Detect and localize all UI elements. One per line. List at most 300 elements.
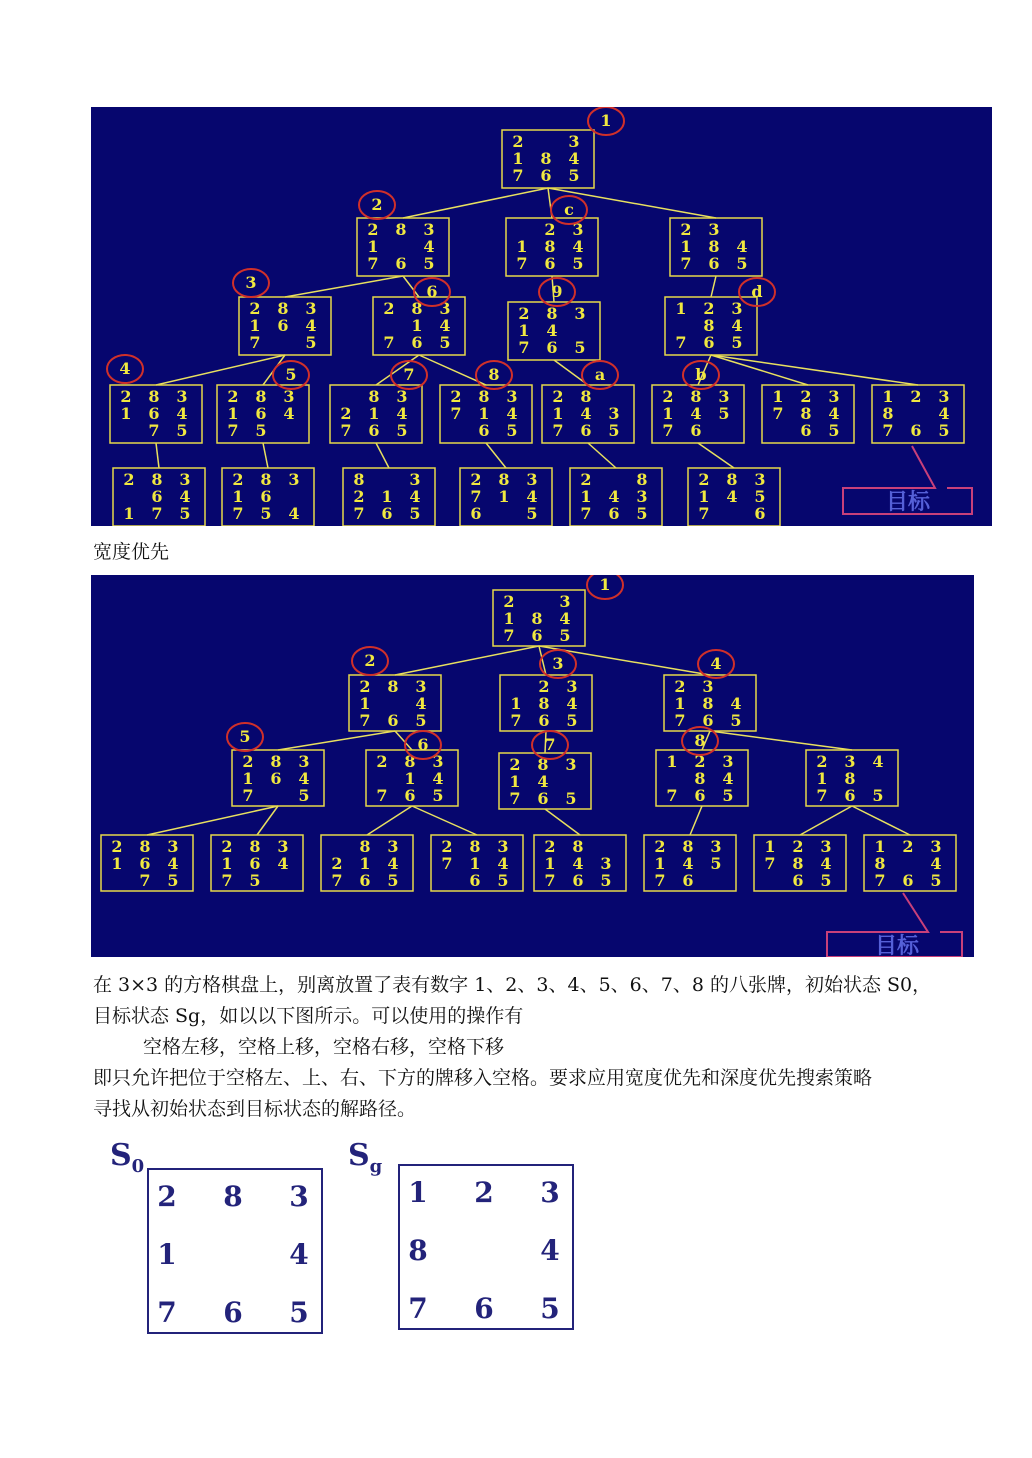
tile-number: 2 [544, 220, 556, 239]
tile-number: 7 [675, 333, 687, 352]
puzzle-state-node [872, 385, 964, 443]
tile-number: 8 [151, 470, 163, 489]
tile-number: 5 [526, 504, 538, 523]
tile-number: 5 [249, 871, 261, 890]
order-number: 1 [600, 111, 612, 130]
tile-number: 3 [506, 387, 518, 406]
tree-edge [486, 443, 506, 468]
tile-number: 8 [540, 149, 552, 168]
tile-number: 8 [580, 387, 592, 406]
tile-number: 1 [120, 404, 132, 423]
tile-number: 8 [682, 837, 694, 856]
tile-number: 2 [792, 837, 804, 856]
tile-number: 4 [432, 769, 444, 788]
tile-number: 7 [151, 504, 163, 523]
tile-number: 4 [572, 854, 584, 873]
tile-number: 4 [396, 404, 408, 423]
tile-number: 1 [381, 487, 393, 506]
tile-number: 4 [176, 404, 188, 423]
tile-number: 2 [221, 837, 233, 856]
puzzle-state-node [806, 750, 898, 806]
tile-number: 7 [510, 711, 522, 730]
tile-number: 3 [572, 220, 584, 239]
tile-number: 6 [277, 316, 289, 335]
tree-edge [156, 443, 159, 468]
tile-number: 8 [844, 769, 856, 788]
tile-number: 7 [680, 254, 692, 273]
tree-edge [263, 443, 268, 468]
tile-number: 2 [509, 755, 521, 774]
tile-number: 6 [411, 333, 423, 352]
tile-number: 1 [359, 854, 371, 873]
tile-number: 4 [506, 404, 518, 423]
tree-edge [588, 443, 616, 468]
tile-number: 2 [512, 132, 524, 151]
tile-number: 8 [139, 837, 151, 856]
tile-number: 6 [708, 254, 720, 273]
tile-number: 5 [387, 871, 399, 890]
tile-number: 4 [298, 769, 310, 788]
tile-number: 4 [283, 404, 295, 423]
puzzle-state-node [113, 468, 205, 526]
tree-edge [367, 806, 412, 835]
order-number: 2 [364, 651, 376, 670]
tile-number: 8 [882, 404, 894, 423]
tile-number: 1 [367, 237, 379, 256]
tile-number: 4 [682, 854, 694, 873]
tile-number: 5 [167, 871, 179, 890]
tile-number: 5 [506, 421, 518, 440]
tile-number: 1 [478, 404, 490, 423]
tile-number: 4 [537, 772, 549, 791]
tile-number: 8 [148, 387, 160, 406]
tile-number: 6 [478, 421, 490, 440]
puzzle-state-node [493, 590, 585, 646]
puzzle-state-node [366, 750, 458, 806]
tile-number: 4 [572, 237, 584, 256]
puzzle-state-node [373, 297, 465, 355]
puzzle-state-node [499, 753, 591, 809]
tile-number: 6 [387, 711, 399, 730]
tile-number: 6 [694, 786, 706, 805]
tile-number: 1 [510, 694, 522, 713]
puzzle-state-node [542, 385, 634, 443]
tile-number: 5 [722, 786, 734, 805]
tile-number: 7 [441, 854, 453, 873]
tile-number: 1 [675, 299, 687, 318]
tile-number: 8 [411, 299, 423, 318]
tile-number: 4 [439, 316, 451, 335]
tile-number: 5 [565, 789, 577, 808]
tile-number: 7 [383, 333, 395, 352]
tile-number: 2 [450, 387, 462, 406]
tile-number: 8 [249, 837, 261, 856]
tile-number: 5 [179, 504, 191, 523]
para-line-4: 即只允许把位于空格左、上、右、下方的牌移入空格。要求应用宽度优先和深度优先搜索策略 [93, 1067, 873, 1089]
tile-number: 7 [764, 854, 776, 873]
search-tree-figure-1 [91, 107, 992, 526]
tile-number: 2 [910, 387, 922, 406]
tile-number: 3 [702, 677, 714, 696]
tile-number: 2 [654, 837, 666, 856]
goal-state-board [398, 1164, 574, 1330]
board-tile: 8 [408, 1234, 428, 1267]
tile-number: 5 [439, 333, 451, 352]
tile-number: 2 [249, 299, 261, 318]
order-number: 3 [552, 654, 564, 673]
tile-number: 6 [368, 421, 380, 440]
tile-number: 8 [800, 404, 812, 423]
tile-number: 6 [531, 626, 543, 645]
puzzle-state-node [534, 835, 626, 891]
tree-edge [147, 806, 278, 835]
tile-number: 5 [255, 421, 267, 440]
tile-number: 3 [559, 592, 571, 611]
tile-number: 4 [731, 316, 743, 335]
tree-edge [278, 731, 395, 750]
initial-state-board [147, 1168, 323, 1334]
tile-number: 8 [277, 299, 289, 318]
tile-number: 1 [242, 769, 254, 788]
tree-edge [711, 355, 808, 385]
tile-number: 1 [816, 769, 828, 788]
tile-number: 6 [260, 487, 272, 506]
search-tree-svg-2 [91, 575, 974, 957]
tile-number: 3 [283, 387, 295, 406]
puzzle-state-node [343, 468, 435, 526]
tile-number: 3 [844, 752, 856, 771]
s0-label: $S_0$ [110, 1138, 145, 1177]
tile-number: 1 [498, 487, 510, 506]
puzzle-state-node [506, 218, 598, 276]
tile-number: 6 [470, 504, 482, 523]
puzzle-state-node [665, 297, 757, 355]
puzzle-state-node [232, 750, 324, 806]
tile-number: 5 [718, 404, 730, 423]
tile-number: 7 [359, 711, 371, 730]
tile-number: 7 [148, 421, 160, 440]
tile-number: 5 [497, 871, 509, 890]
tile-number: 8 [538, 694, 550, 713]
tile-number: 2 [340, 404, 352, 423]
tile-number: 3 [439, 299, 451, 318]
tree-edge [395, 646, 539, 675]
tile-number: 7 [580, 504, 592, 523]
tile-number: 7 [509, 789, 521, 808]
tile-number: 1 [404, 769, 416, 788]
tile-number: 2 [120, 387, 132, 406]
tile-number: 6 [270, 769, 282, 788]
tile-number: 1 [666, 752, 678, 771]
tile-number: 2 [674, 677, 686, 696]
tile-number: 3 [636, 487, 648, 506]
tile-number: 3 [387, 837, 399, 856]
tile-number: 3 [708, 220, 720, 239]
tile-number: 2 [353, 487, 365, 506]
tile-number: 5 [754, 487, 766, 506]
puzzle-state-node [656, 750, 748, 806]
tile-number: 6 [800, 421, 812, 440]
tile-number: 8 [270, 752, 282, 771]
tile-number: 3 [396, 387, 408, 406]
tile-number: 5 [574, 338, 586, 357]
puzzle-state-node [644, 835, 736, 891]
puzzle-state-node [688, 468, 780, 526]
tile-number: 5 [600, 871, 612, 890]
tile-number: 3 [754, 470, 766, 489]
tile-number: 8 [498, 470, 510, 489]
tile-number: 1 [512, 149, 524, 168]
puzzle-state-node [652, 385, 744, 443]
node-order-label [587, 575, 623, 599]
tile-number: 7 [232, 504, 244, 523]
tile-number: 4 [580, 404, 592, 423]
board-tile: 5 [540, 1292, 560, 1325]
puzzle-state-node [217, 385, 309, 443]
tile-number: 3 [722, 752, 734, 771]
tile-number: 6 [580, 421, 592, 440]
tile-number: 5 [572, 254, 584, 273]
goal-callout [843, 446, 972, 515]
order-number: 2 [371, 195, 383, 214]
tile-number: 2 [552, 387, 564, 406]
tile-number: 2 [544, 837, 556, 856]
tile-number: 4 [179, 487, 191, 506]
order-number: 5 [239, 727, 251, 746]
node-order-label [551, 196, 587, 224]
order-number: 6 [417, 735, 429, 754]
tile-number: 5 [298, 786, 310, 805]
tile-number: 4 [608, 487, 620, 506]
sg-label: $S_g$ [348, 1138, 383, 1177]
tree-edge [403, 188, 548, 218]
tile-number: 4 [288, 504, 300, 523]
tile-number: 2 [123, 470, 135, 489]
board-tile: 3 [540, 1176, 560, 1209]
tile-number: 5 [305, 333, 317, 352]
order-number: 6 [426, 282, 438, 301]
tile-number: 8 [478, 387, 490, 406]
board-tile: 3 [289, 1180, 309, 1213]
tile-number: 7 [353, 504, 365, 523]
para-line-5: 寻找从初始状态到目标状态的解路径。 [93, 1098, 417, 1120]
tile-number: 1 [552, 404, 564, 423]
board-tile: 7 [157, 1296, 177, 1329]
puzzle-state-node [349, 675, 441, 731]
board-tile: 6 [223, 1296, 243, 1329]
tile-number: 1 [509, 772, 521, 791]
tile-number: 7 [518, 338, 530, 357]
tile-number: 7 [331, 871, 343, 890]
node-order-label [405, 731, 441, 759]
tile-number: 8 [690, 387, 702, 406]
tile-number: 4 [730, 694, 742, 713]
tile-number: 2 [111, 837, 123, 856]
tile-number: 7 [662, 421, 674, 440]
tile-number: 5 [736, 254, 748, 273]
order-number: b [695, 365, 707, 384]
tile-number: 1 [698, 487, 710, 506]
tree-edge [711, 355, 918, 385]
tile-number: 2 [470, 470, 482, 489]
tree-edge [852, 806, 910, 835]
tile-number: 7 [654, 871, 666, 890]
board-tile: 8 [223, 1180, 243, 1213]
tile-number: 2 [580, 470, 592, 489]
tile-number: 6 [538, 711, 550, 730]
puzzle-state-node [502, 130, 594, 188]
tile-number: 2 [441, 837, 453, 856]
node-order-label [352, 647, 388, 675]
tile-number: 5 [260, 504, 272, 523]
tile-number: 3 [938, 387, 950, 406]
tile-number: 6 [540, 166, 552, 185]
tile-number: 3 [432, 752, 444, 771]
tile-number: 8 [260, 470, 272, 489]
order-number: 7 [403, 365, 415, 384]
tile-number: 6 [682, 871, 694, 890]
tile-number: 2 [367, 220, 379, 239]
tile-number: 3 [568, 132, 580, 151]
tile-number: 1 [123, 504, 135, 523]
tile-number: 8 [874, 854, 886, 873]
tile-number: 3 [565, 755, 577, 774]
tile-number: 3 [930, 837, 942, 856]
tile-number: 7 [674, 711, 686, 730]
tile-number: 6 [754, 504, 766, 523]
tree-edge [403, 276, 419, 297]
tile-number: 3 [497, 837, 509, 856]
node-order-label [359, 191, 395, 219]
tile-number: 8 [359, 837, 371, 856]
tile-number: 6 [844, 786, 856, 805]
tile-number: 5 [566, 711, 578, 730]
tile-number: 1 [674, 694, 686, 713]
board-tile: 2 [157, 1180, 177, 1213]
tile-number: 3 [566, 677, 578, 696]
puzzle-state-node [500, 675, 592, 731]
tile-number: 8 [469, 837, 481, 856]
tile-number: 3 [710, 837, 722, 856]
tile-number: 6 [249, 854, 261, 873]
tile-number: 1 [503, 609, 515, 628]
tile-number: 6 [139, 854, 151, 873]
puzzle-state-node [330, 385, 422, 443]
tile-number: 4 [409, 487, 421, 506]
tile-number: 7 [816, 786, 828, 805]
tile-number: 7 [698, 504, 710, 523]
tile-number: 5 [176, 421, 188, 440]
tile-number: 3 [415, 677, 427, 696]
tile-number: 3 [608, 404, 620, 423]
tile-number: 4 [387, 854, 399, 873]
goal-callout-2 [827, 893, 962, 957]
tile-number: 8 [537, 755, 549, 774]
tile-number: 4 [277, 854, 289, 873]
tile-number: 2 [662, 387, 674, 406]
order-number: a [594, 365, 606, 384]
board-tile: 4 [289, 1238, 309, 1271]
para-line-2: 目标状态 Sg，如以以下图所示。可以使用的操作有 [93, 1005, 524, 1027]
tile-number: 2 [703, 299, 715, 318]
tree-edge [419, 355, 486, 385]
tile-number: 8 [726, 470, 738, 489]
tile-number: 5 [828, 421, 840, 440]
tile-number: 1 [516, 237, 528, 256]
tile-number: 8 [395, 220, 407, 239]
tile-number: 2 [503, 592, 515, 611]
tile-number: 5 [409, 504, 421, 523]
board-tile: 1 [157, 1238, 177, 1271]
tile-number: 7 [367, 254, 379, 273]
tile-number: 5 [423, 254, 435, 273]
tile-number: 5 [432, 786, 444, 805]
tile-number: 6 [544, 254, 556, 273]
tile-number: 7 [470, 487, 482, 506]
tile-number: 4 [726, 487, 738, 506]
tile-number: 1 [368, 404, 380, 423]
tile-number: 1 [654, 854, 666, 873]
tile-number: 2 [538, 677, 550, 696]
tile-number: 4 [566, 694, 578, 713]
tile-number: 5 [820, 871, 832, 890]
puzzle-state-node [460, 468, 552, 526]
order-number: c [564, 200, 574, 219]
tile-number: 8 [546, 304, 558, 323]
tile-number: 4 [423, 237, 435, 256]
tree-edge [698, 443, 734, 468]
tile-number: 7 [516, 254, 528, 273]
tile-number: 2 [232, 470, 244, 489]
tile-number: 3 [288, 470, 300, 489]
node-order-label [540, 650, 576, 678]
tree-edge [285, 276, 403, 297]
node-order-label [588, 107, 624, 135]
tile-number: 3 [828, 387, 840, 406]
node-order-label [532, 731, 568, 759]
puzzle-state-node [101, 835, 193, 891]
tile-number: 1 [111, 854, 123, 873]
tile-number: 4 [568, 149, 580, 168]
puzzle-state-node [110, 385, 202, 443]
tile-number: 3 [176, 387, 188, 406]
tile-number: 8 [387, 677, 399, 696]
tile-number: 2 [698, 470, 710, 489]
tile-number: 7 [376, 786, 388, 805]
tile-number: 2 [227, 387, 239, 406]
tile-number: 7 [882, 421, 894, 440]
tile-number: 8 [404, 752, 416, 771]
tile-number: 7 [772, 404, 784, 423]
tile-number: 7 [544, 871, 556, 890]
tile-number: 1 [227, 404, 239, 423]
tile-number: 6 [902, 871, 914, 890]
tile-number: 3 [179, 470, 191, 489]
puzzle-state-node [664, 675, 756, 731]
tile-number: 8 [702, 694, 714, 713]
tile-number: 1 [221, 854, 233, 873]
tile-number: 7 [221, 871, 233, 890]
order-number: 3 [245, 273, 257, 292]
tile-number: 4 [722, 769, 734, 788]
tile-number: 6 [608, 504, 620, 523]
node-order-label [107, 355, 143, 383]
tree-edge [395, 731, 412, 750]
tile-number: 5 [396, 421, 408, 440]
tile-number: 4 [546, 321, 558, 340]
tile-number: 3 [574, 304, 586, 323]
tile-number: 5 [938, 421, 950, 440]
